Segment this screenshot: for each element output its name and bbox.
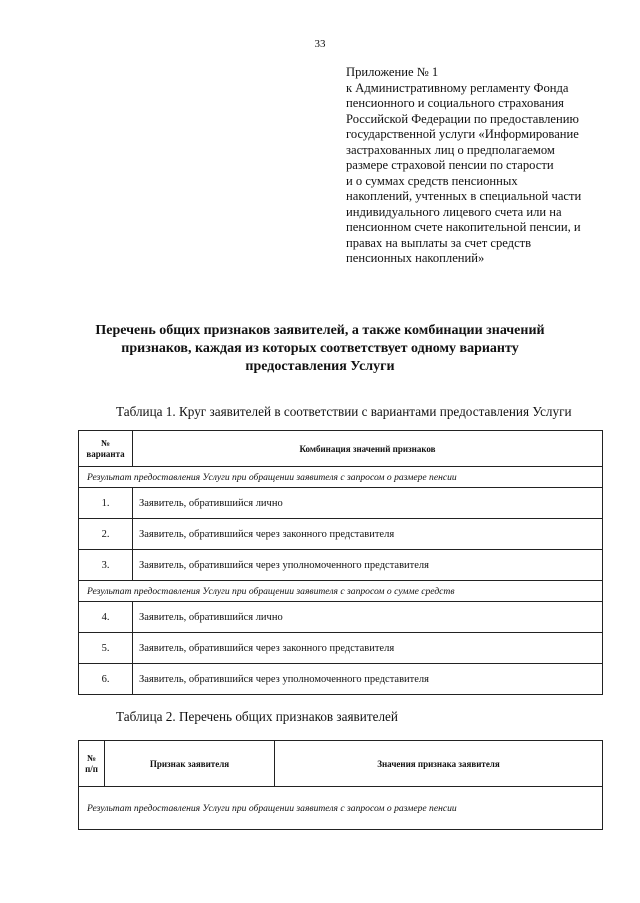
table-row	[79, 602, 603, 633]
table2-applicant-features	[78, 740, 603, 830]
header-num-label: варианта	[86, 448, 125, 459]
header-num-label: п/п	[85, 763, 98, 774]
section-title-line: предоставления Услуги	[245, 359, 395, 374]
table-row	[79, 488, 603, 519]
appendix-line: индивидуального лицевого счета или на	[346, 204, 562, 219]
table2-group-pension: Результат предоставления Услуги при обращении заявителя с запросом о размере пенсии	[79, 787, 603, 830]
page-number: 33	[314, 38, 326, 50]
table1-group-pension: Результат предоставления Услуги при обращении заявителя с запросом о размере пенсии	[79, 467, 603, 488]
table2-header-row	[79, 741, 603, 787]
variant-number: 3.	[79, 550, 133, 581]
appendix-line: размере страховой пенсии по старости	[346, 158, 554, 172]
section-title-line: Перечень общих признаков заявителей, а также комбинации значений	[95, 323, 545, 338]
table1-group-row	[79, 467, 603, 488]
variant-combination: Заявитель, обратившийся лично	[133, 488, 603, 519]
appendix-line: правах на выплаты за счет средств	[346, 235, 532, 250]
table2-group-row	[79, 787, 603, 830]
appendix-line: накоплений, учтенных в специальной части	[346, 189, 582, 203]
variant-combination: Заявитель, обратившийся через законного представителя	[133, 519, 603, 550]
table-row	[79, 664, 603, 695]
section-title	[60, 322, 580, 376]
section-title-line: признаков, каждая из которых соответствует одному варианту	[121, 341, 519, 356]
table2-header-values: Значения признака заявителя	[275, 741, 603, 787]
table1-header-num	[79, 431, 133, 467]
table1-caption: Таблица 1. Круг заявителей в соответствии с вариантами предоставления Услуги	[116, 404, 572, 419]
table1-applicant-variants	[78, 430, 603, 695]
appendix-line: пенсионных накоплений»	[346, 251, 485, 265]
appendix-line: пенсионном счете накопительной пенсии, и	[346, 220, 581, 234]
table2-header-num	[79, 741, 105, 787]
appendix-header	[346, 65, 616, 267]
appendix-line: застрахованных лиц о предполагаемом	[346, 142, 555, 157]
table-row	[79, 633, 603, 664]
header-num-symbol: №	[100, 437, 111, 448]
appendix-line: пенсионного и социального страхования	[346, 96, 564, 110]
variant-number: 5.	[79, 633, 133, 664]
appendix-line: Приложение № 1	[346, 65, 439, 79]
header-num-symbol: №	[86, 752, 97, 763]
table-row	[79, 550, 603, 581]
appendix-line: к Административному регламенту Фонда	[346, 80, 569, 95]
table2-caption: Таблица 2. Перечень общих признаков заявителей	[116, 709, 398, 724]
table2-header-feature: Признак заявителя	[105, 741, 275, 787]
table1-header-combination: Комбинация значений признаков	[133, 431, 603, 467]
table1-group-funds: Результат предоставления Услуги при обращении заявителя с запросом о сумме средств	[79, 581, 603, 602]
appendix-line: Российской Федерации по предоставлению	[346, 111, 579, 126]
table1-header-row	[79, 431, 603, 467]
table1-group-row	[79, 581, 603, 602]
table-row	[79, 519, 603, 550]
variant-number: 6.	[79, 664, 133, 695]
variant-combination: Заявитель, обратившийся лично	[133, 602, 603, 633]
appendix-line: и о суммах средств пенсионных	[346, 173, 518, 188]
variant-number: 4.	[79, 602, 133, 633]
appendix-line: государственной услуги «Информирование	[346, 127, 579, 141]
variant-combination: Заявитель, обратившийся через уполномоченного представителя	[133, 664, 603, 695]
variant-combination: Заявитель, обратившийся через уполномоченного представителя	[133, 550, 603, 581]
variant-number: 1.	[79, 488, 133, 519]
variant-combination: Заявитель, обратившийся через законного представителя	[133, 633, 603, 664]
variant-number: 2.	[79, 519, 133, 550]
